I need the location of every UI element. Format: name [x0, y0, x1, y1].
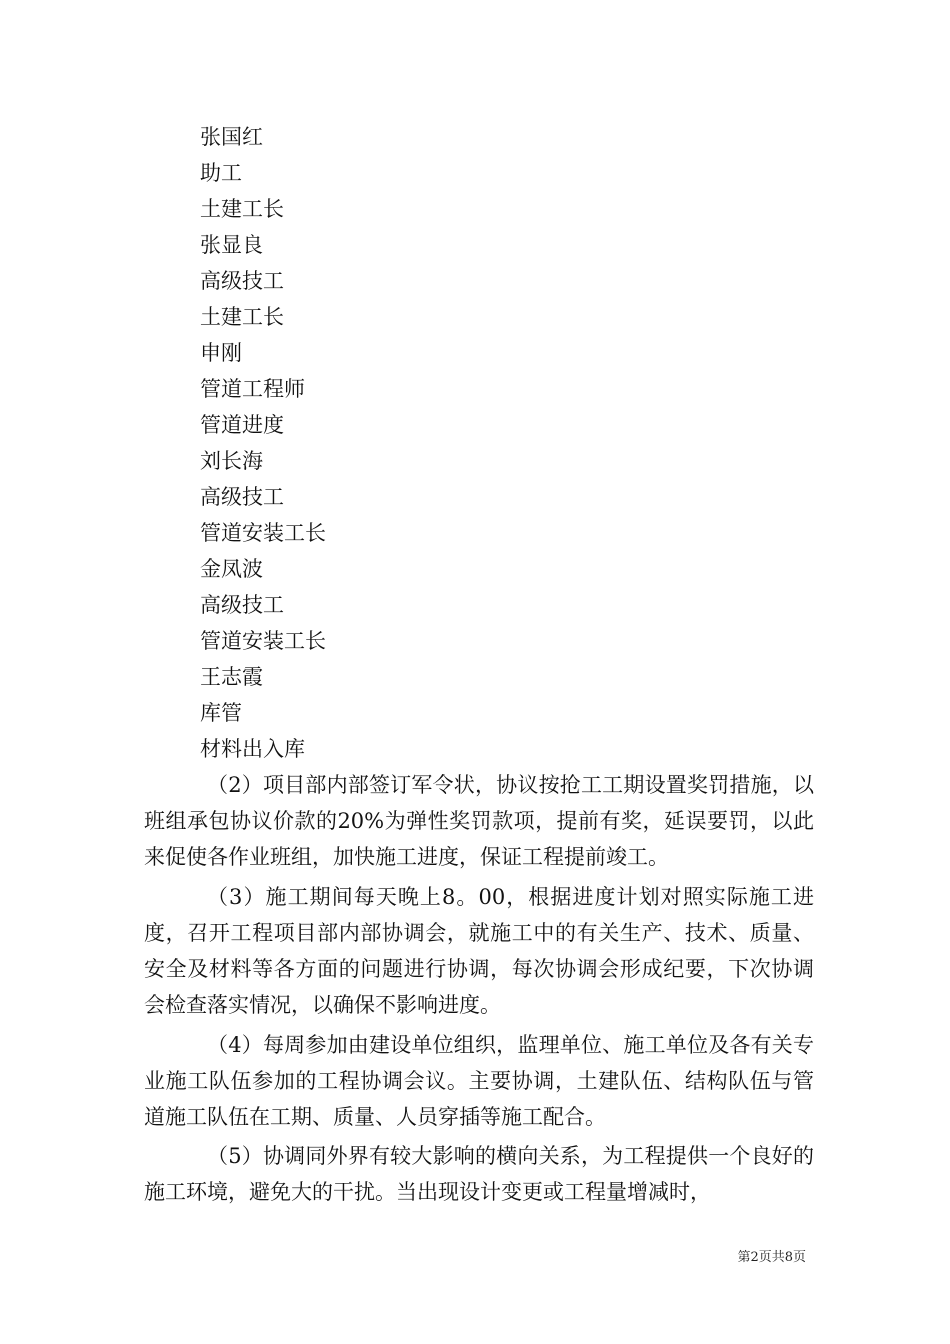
list-item: 土建工长 [200, 197, 284, 221]
paragraph-2: （2）项目部内部签订军令状，协议按抢工工期设置奖罚措施，以班组承包协议价款的20%为弹性奖罚款项，提前有奖，延误要罚，以此来促使各作业班组，加快施工进度，保证工程提前竣工。 [144, 773, 814, 869]
list-item: 管道工程师 [200, 377, 305, 401]
list-item: 金凤波 [200, 557, 263, 581]
staff-list [200, 119, 326, 767]
list-item: 张显良 [200, 233, 263, 257]
list-item: 高级技工 [200, 593, 284, 617]
list-item: 土建工长 [200, 305, 284, 329]
list-item: 王志霞 [200, 665, 263, 689]
paragraph-4: （4）每周参加由建设单位组织，监理单位、施工单位及各有关专业施工队伍参加的工程协调会议。主要协调，土建队伍、结构队伍与管道施工队伍在工期、质量、人员穿插等施工配合。 [144, 1033, 814, 1129]
list-item: 刘长海 [200, 449, 263, 473]
list-item: 管道进度 [200, 413, 284, 437]
list-item: 管道安装工长 [200, 629, 326, 653]
list-item: 高级技工 [200, 485, 284, 509]
list-item: 申刚 [200, 341, 242, 365]
list-item: 管道安装工长 [200, 521, 326, 545]
paragraph-3: （3）施工期间每天晚上8。00，根据进度计划对照实际施工进度，召开工程项目部内部协调会，就施工中的有关生产、技术、质量、安全及材料等各方面的问题进行协调，每次协调会形成纪要，下次协调会检查落实情况，以确保不影响进度。 [144, 885, 814, 1017]
list-item: 库管 [200, 701, 242, 725]
list-item: 助工 [200, 161, 242, 185]
list-item: 高级技工 [200, 269, 284, 293]
page-number-footer: 第2页共8页 [737, 1250, 806, 1265]
paragraph-5: （5）协调同外界有较大影响的横向关系，为工程提供一个良好的施工环境，避免大的干扰。当出现设计变更或工程量增减时， [144, 1144, 814, 1204]
list-item: 张国红 [200, 125, 263, 149]
list-item: 材料出入库 [200, 737, 305, 761]
